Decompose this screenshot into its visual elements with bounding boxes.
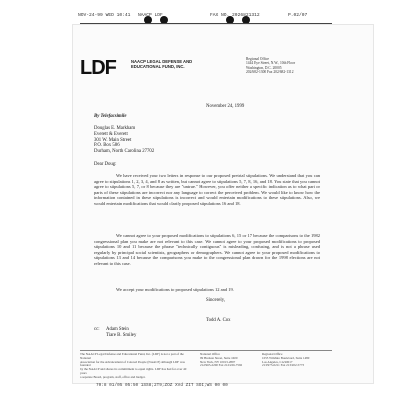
body-paragraph: We cannot agree to your proposed modifications to stipulations 6, 15 or 17 because the comparisons to the 1982 congressional plan you make are not relevant to this case. We cannot agree to your proposed modifications to proposed stipulations 10 and 11 because the phrase "technically contiguous" is misleading, confusing, and is not a phrase used regularly by principal social scientists, geographers or demographers. We cannot agree to your proposed modifications to stipulations 13 and 14 because the comparisons you make to the congressional plan drawn for the 1998 elections are not relevant to this case. (94, 233, 320, 266)
org-name: NAACP LEGAL DEFENSE AND EDUCATIONAL FUND, INC. (131, 59, 193, 69)
closing: Sincerely, (206, 298, 226, 303)
cc-label: cc: (94, 327, 100, 332)
footer-regional-office: Regional Office 1055 Wilshire Boulevard, Suite 1480 Los Angeles, CA 90017 213/975-0211 Fax 213/202-5773 (262, 352, 310, 368)
salutation: Dear Doug: (94, 162, 117, 167)
body-paragraph: We have received your two letters in response to our proposed pretrial stipulations. We understand that you can agree to stipulations 1, 2, 3, 4, and 8 as written, but cannot agree to stipulations 5, 7, 8, 16, and 18. You state that you cannot agree to stipulations 5, 7, or 8 because they are "untrue." However, you offer neither a specific indication as to what part or parts of these stipulations are incorrect nor any language to correct the perceived problem. We would like to know how the information contained in these stipulations is incorrect and would entertain modifications to these stipulations. Also, we would entertain modifications that would clarify proposed stipulations 16 and 18. (94, 173, 320, 206)
footer-rule (80, 350, 332, 351)
fax-number: FAX NO. 2026821312 (210, 13, 260, 18)
signer-name: Todd A. Cox (206, 318, 231, 323)
recipient-address: Douglas E. Markham Everett & Everett 301 W. Main Street P.O. Box 586 Durham, North Carolina 27702 (94, 126, 155, 155)
fax-page: P.02/07 (288, 13, 308, 18)
footer-disclaimer: The NAACP Legal Defense and Educational Fund, Inc. (LDF) is not a part of the National Association for the Advancement of Colored People (NAACP) although LDF was founded by the NAACP and shares its commitment to equal rights. LDF has had for over 40 years a separate Board, program, staff, office and budget. (80, 352, 187, 379)
header-rule (80, 23, 332, 24)
body-paragraph: We accept your modifications to proposed stipulations 12 and 19. (116, 287, 234, 292)
fax-transmission-line: 70:8 01/05 05:50 1SS8;2T9;ZOZ XVd ZIT SOI;WS 00 00 (96, 383, 228, 388)
delivery-method: By Telefacsimile (94, 114, 127, 119)
fax-datetime: NOV-24-99 WED 10:41 (78, 13, 131, 18)
regional-office: Regional Office 1444 Eye Street, N.W., 10th Floor Washington, D.C. 20005 202/682-1300 Fax 202/682-1312 (246, 57, 296, 75)
letter-date: November 24, 1999 (206, 104, 245, 109)
fax-sender: NAACP LDF (138, 13, 163, 18)
footer-national-office: National Office 99 Hudson Street, Suite 1600 New York, NY 10013-2897 212/965-2200 Fax 212/226-7592 (200, 352, 243, 368)
ldf-logo: LDF (80, 57, 116, 79)
cc-list: Adam Stein Tiare B. Smiley (106, 327, 137, 338)
